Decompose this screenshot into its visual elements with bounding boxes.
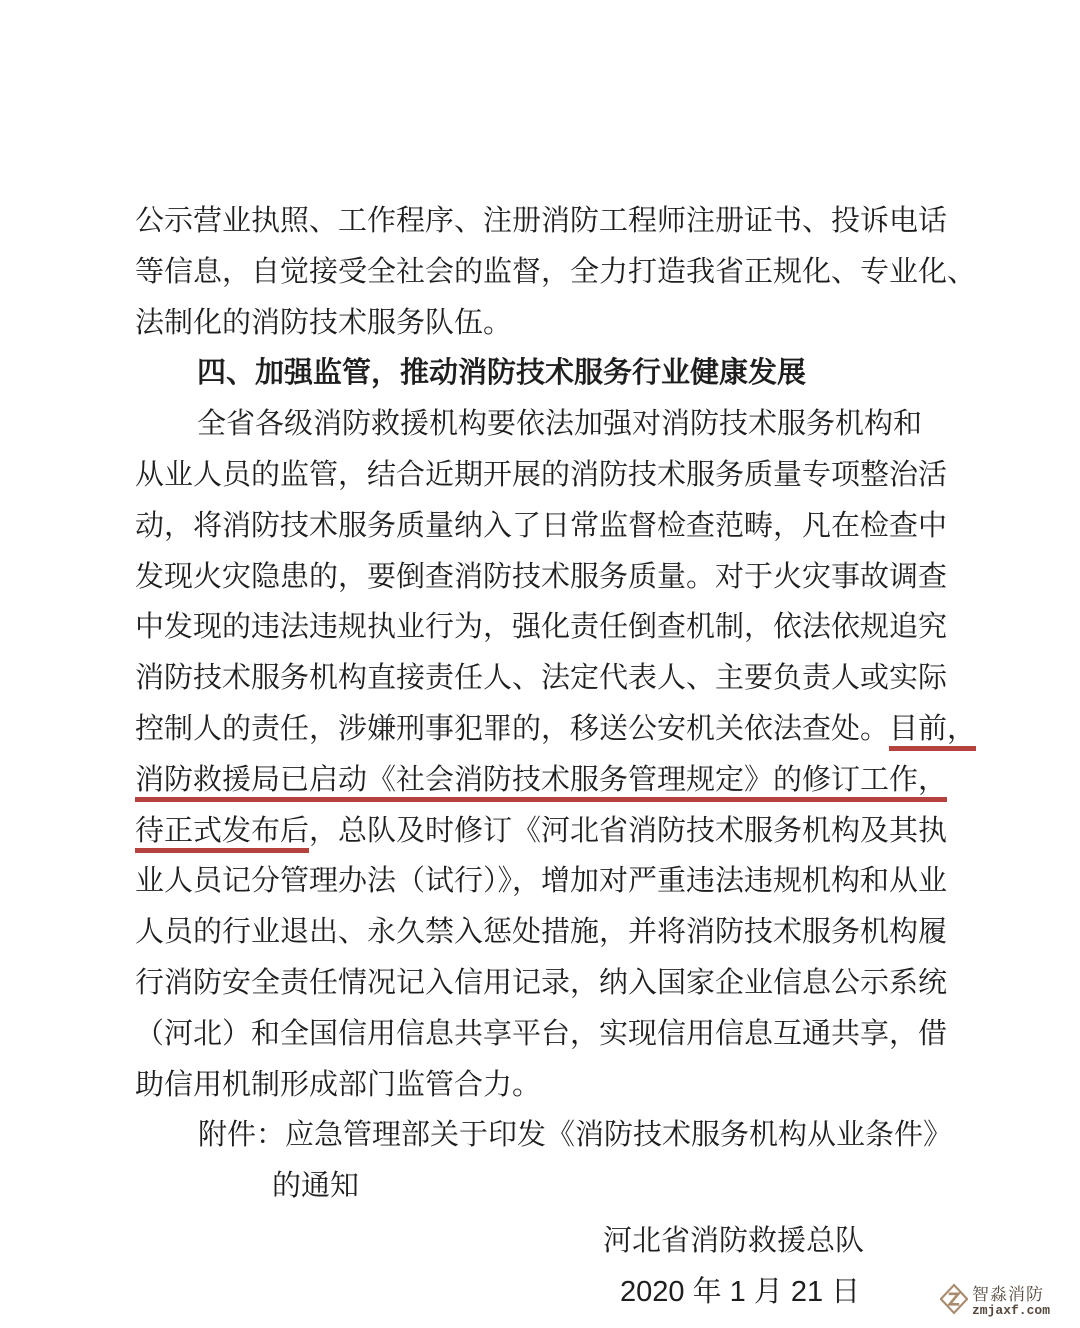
text-line-heading [135, 348, 960, 399]
text-line-cont [135, 450, 960, 501]
text-segment: 动，将消防技术服务质量纳入了日常监督检查范畴，凡在检查中 [135, 509, 948, 542]
text-line-cont [135, 704, 977, 755]
text-segment: 控制人的责任，涉嫌刑事犯罪的，移送公安机关依法查处。 [135, 712, 890, 745]
text-segment: 等信息，自觉接受全社会的监督，全力打造我省正规化、专业化、 [135, 255, 977, 288]
text-segment: 助信用机制形成部门监管合力。 [135, 1068, 542, 1101]
text-line-cont [135, 1009, 960, 1060]
text-line-cont [135, 247, 977, 298]
red-underlined-text: 目前， [889, 713, 976, 751]
text-line-cont [135, 1060, 960, 1111]
text-segment: 从业人员的监管，结合近期开展的消防技术服务质量专项整治活 [135, 458, 948, 491]
text-segment: 附件：应急管理部关于印发《消防技术服务机构从业条件》 [198, 1119, 953, 1152]
text-line-cont [135, 653, 960, 704]
text-line-cont [135, 552, 960, 603]
text-segment: ，总队及时修订《河北省消防技术服务机构及其执 [309, 814, 948, 847]
text-line-cont [135, 501, 960, 552]
watermark-domain: zmjaxf.com [971, 1302, 1050, 1318]
text-line-cont [135, 602, 960, 653]
text-line-sig-org [135, 1216, 960, 1267]
text-line-attach2 [135, 1161, 960, 1212]
text-segment: 2020 年 1 月 21 日 [620, 1275, 861, 1308]
text-segment: 业人员记分管理办法（试行）》，增加对严重违法违规机构和从业 [135, 865, 948, 898]
text-segment: 的通知 [272, 1170, 360, 1203]
zm-logo-icon [940, 1283, 968, 1320]
text-segment: 河北省消防救援总队 [603, 1224, 865, 1257]
text-line-cont [135, 755, 960, 806]
text-line-cont [135, 958, 960, 1009]
text-line-cont [135, 856, 960, 907]
text-line-para [135, 399, 960, 450]
text-line-cont [135, 907, 960, 958]
text-segment: 人员的行业退出、永久禁入惩处措施，并将消防技术服务机构履 [135, 916, 948, 949]
text-line-cont [135, 298, 960, 349]
red-underlined-text: 待正式发布后 [135, 815, 309, 853]
text-segment: （河北）和全国信用信息共享平台，实现信用信息互通共享，借 [135, 1017, 948, 1050]
text-segment: 发现火灾隐患的，要倒查消防技术服务质量。对于火灾事故调查 [135, 560, 948, 593]
text-segment: 行消防安全责任情况记入信用记录，纳入国家企业信息公示系统 [135, 966, 948, 999]
text-line-cont [135, 806, 960, 857]
red-underlined-text: 消防救援局已启动《社会消防技术服务管理规定》的修订工作， [135, 764, 947, 802]
text-segment: 全省各级消防救援机构要依法加强对消防技术服务机构和 [197, 408, 923, 441]
document-body [135, 196, 977, 1318]
text-segment: 消防技术服务机构直接责任人、法定代表人、主要负责人或实际 [135, 662, 948, 695]
text-segment: 四、加强监管，推动消防技术服务行业健康发展 [197, 357, 807, 390]
text-line-cont [135, 196, 960, 247]
text-line-sig-date [135, 1267, 960, 1318]
text-segment: 公示营业执照、工作程序、注册消防工程师注册证书、投诉电话 [135, 205, 948, 237]
watermark [940, 1283, 1050, 1320]
text-line-attach [135, 1110, 960, 1161]
text-segment: 法制化的消防技术服务队伍。 [135, 306, 513, 339]
text-segment: 中发现的违法违规执业行为，强化责任倒查机制，依法依规追究 [135, 611, 948, 644]
watermark-brand: 智淼消防 [971, 1284, 1044, 1304]
